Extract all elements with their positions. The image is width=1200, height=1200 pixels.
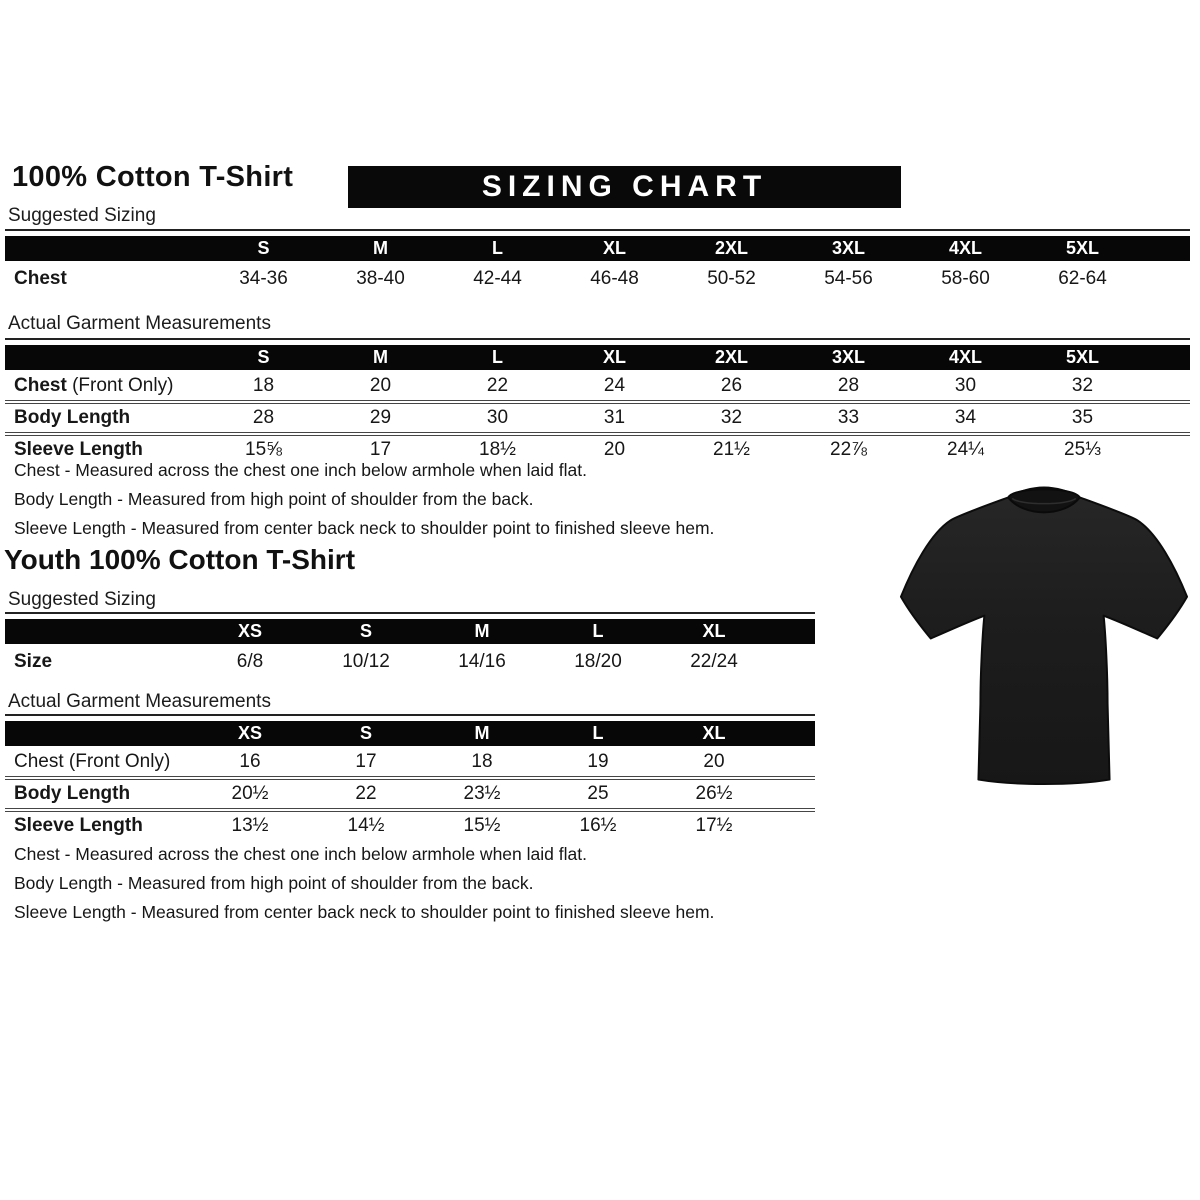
measurement-cell: 14½ bbox=[308, 810, 424, 840]
measurement-cell: 33 bbox=[790, 402, 907, 434]
adult-actual-measurements-label: Actual Garment Measurements bbox=[8, 313, 271, 334]
measurement-cell: 30 bbox=[907, 371, 1024, 402]
row-label: Body Length bbox=[5, 778, 192, 810]
table-row bbox=[5, 402, 1190, 434]
measurement-cell: 31 bbox=[556, 402, 673, 434]
measurement-cell: 16½ bbox=[540, 810, 656, 840]
column-header-spacer bbox=[772, 619, 815, 645]
measurement-cell: 25⅓ bbox=[1024, 434, 1141, 464]
row-label: Sleeve Length bbox=[5, 434, 205, 464]
measurement-cell: 32 bbox=[673, 402, 790, 434]
measurement-cell-spacer bbox=[772, 810, 815, 840]
measurement-cell: 15½ bbox=[424, 810, 540, 840]
column-header: L bbox=[439, 236, 556, 262]
column-header: XL bbox=[656, 619, 772, 645]
table-header-row bbox=[5, 619, 815, 645]
column-header: 3XL bbox=[790, 236, 907, 262]
column-header: XL bbox=[656, 721, 772, 747]
measurement-cell: 24¼ bbox=[907, 434, 1024, 464]
column-header: XS bbox=[192, 721, 308, 747]
column-header: XL bbox=[556, 345, 673, 371]
column-header-spacer bbox=[5, 619, 192, 645]
measurement-cell-spacer bbox=[1141, 434, 1190, 464]
note-line: Body Length - Measured from high point of shoulder from the back. bbox=[14, 489, 534, 509]
measurement-cell: 58-60 bbox=[941, 267, 990, 289]
measurement-cell: 22⅞ bbox=[790, 434, 907, 464]
column-header: 5XL bbox=[1024, 345, 1141, 371]
table-row bbox=[5, 262, 1190, 294]
column-header: M bbox=[424, 721, 540, 747]
column-header: L bbox=[540, 721, 656, 747]
measurement-cell: 38-40 bbox=[356, 267, 405, 289]
measurement-cell: 46-48 bbox=[590, 267, 639, 289]
measurement-cell: 14/16 bbox=[458, 650, 506, 672]
column-header: S bbox=[308, 721, 424, 747]
measurement-cell: 13½ bbox=[192, 810, 308, 840]
column-header: L bbox=[540, 619, 656, 645]
measurement-cell: 18 bbox=[424, 747, 540, 778]
measurement-cell: 26 bbox=[673, 371, 790, 402]
measurement-cell: 29 bbox=[322, 402, 439, 434]
column-header: L bbox=[439, 345, 556, 371]
measurement-cell: 35 bbox=[1024, 402, 1141, 434]
measurement-cell: 24 bbox=[556, 371, 673, 402]
measurement-cell: 26½ bbox=[656, 778, 772, 810]
measurement-cell: 18/20 bbox=[574, 650, 622, 672]
row-label-suffix: (Front Only) bbox=[63, 751, 171, 772]
measurement-cell: 20½ bbox=[192, 778, 308, 810]
adult-suggested-sizing-table bbox=[5, 229, 1190, 294]
column-header: M bbox=[322, 236, 439, 262]
row-label: Chest (Front Only) bbox=[5, 747, 192, 778]
youth-section-title: Youth 100% Cotton T-Shirt bbox=[4, 544, 356, 575]
note-line: Chest - Measured across the chest one inch below armhole when laid flat. bbox=[14, 460, 587, 480]
column-header-spacer bbox=[772, 721, 815, 747]
measurement-cell-spacer bbox=[772, 778, 815, 810]
measurement-cell: 17 bbox=[322, 434, 439, 464]
measurement-cell: 22/24 bbox=[690, 650, 738, 672]
youth-suggested-sizing-label: Suggested Sizing bbox=[8, 589, 156, 610]
measurement-cell: 6/8 bbox=[236, 650, 264, 672]
measurement-cell: 62-64 bbox=[1058, 267, 1107, 289]
column-header-spacer bbox=[5, 345, 205, 371]
column-header-spacer bbox=[5, 721, 192, 747]
note-line: Sleeve Length - Measured from center back neck to shoulder point to finished sleeve hem. bbox=[14, 902, 715, 922]
table-row bbox=[5, 645, 815, 677]
measurement-cell: 28 bbox=[790, 371, 907, 402]
table-row bbox=[5, 371, 1190, 402]
adult-actual-measurements-table bbox=[5, 338, 1190, 464]
row-label: Chest bbox=[14, 267, 67, 289]
table-header-row bbox=[5, 721, 815, 747]
column-header-spacer bbox=[5, 236, 205, 262]
measurement-cell: 22 bbox=[439, 371, 556, 402]
measurement-cell: 17½ bbox=[656, 810, 772, 840]
measurement-cell-spacer bbox=[772, 747, 815, 778]
note-line: Body Length - Measured from high point of shoulder from the back. bbox=[14, 873, 534, 893]
measurement-cell: 28 bbox=[205, 402, 322, 434]
measurement-cell: 20 bbox=[656, 747, 772, 778]
measurement-cell: 20 bbox=[556, 434, 673, 464]
measurement-cell: 54-56 bbox=[824, 267, 873, 289]
table-row bbox=[5, 747, 815, 778]
table-row bbox=[5, 778, 815, 810]
measurement-cell: 16 bbox=[192, 747, 308, 778]
measurement-cell: 22 bbox=[308, 778, 424, 810]
column-header: S bbox=[205, 236, 322, 262]
measurement-cell-spacer bbox=[772, 645, 815, 677]
measurement-cell: 18 bbox=[205, 371, 322, 402]
measurement-cell: 50-52 bbox=[707, 267, 756, 289]
sizing-chart-banner-text: SIZING CHART bbox=[481, 170, 768, 203]
row-label: Size bbox=[14, 650, 53, 672]
column-header: 5XL bbox=[1024, 236, 1141, 262]
tshirt-image bbox=[895, 473, 1193, 806]
column-header-spacer bbox=[1141, 345, 1190, 371]
measurement-cell: 18½ bbox=[439, 434, 556, 464]
note-line: Sleeve Length - Measured from center back neck to shoulder point to finished sleeve hem. bbox=[14, 518, 715, 538]
measurement-cell: 19 bbox=[540, 747, 656, 778]
tshirt-body bbox=[901, 488, 1187, 785]
measurement-cell-spacer bbox=[1141, 402, 1190, 434]
table-header-row bbox=[5, 345, 1190, 371]
youth-actual-measurements-table bbox=[5, 714, 815, 840]
measurement-cell: 42-44 bbox=[473, 267, 522, 289]
youth-suggested-sizing-table bbox=[5, 612, 815, 677]
measurement-cell: 34-36 bbox=[239, 267, 288, 289]
column-header: 3XL bbox=[790, 345, 907, 371]
measurement-cell-spacer bbox=[1141, 371, 1190, 402]
measurement-cell: 25 bbox=[540, 778, 656, 810]
row-label: Chest (Front Only) bbox=[5, 371, 205, 402]
row-label-suffix: (Front Only) bbox=[66, 375, 174, 396]
sizing-chart-banner bbox=[348, 166, 901, 208]
row-label: Body Length bbox=[5, 402, 205, 434]
column-header: 2XL bbox=[673, 236, 790, 262]
youth-actual-measurements-label: Actual Garment Measurements bbox=[8, 691, 271, 712]
column-header: S bbox=[205, 345, 322, 371]
table-row bbox=[5, 810, 815, 840]
measurement-cell: 34 bbox=[907, 402, 1024, 434]
measurement-cell: 10/12 bbox=[342, 650, 390, 672]
column-header: 4XL bbox=[907, 236, 1024, 262]
column-header-spacer bbox=[1141, 236, 1190, 262]
measurement-cell: 30 bbox=[439, 402, 556, 434]
note-line: Chest - Measured across the chest one inch below armhole when laid flat. bbox=[14, 844, 587, 864]
measurement-cell: 32 bbox=[1024, 371, 1141, 402]
column-header: M bbox=[322, 345, 439, 371]
column-header: S bbox=[308, 619, 424, 645]
table-header-row bbox=[5, 236, 1190, 262]
page-title: 100% Cotton T-Shirt bbox=[12, 161, 294, 193]
column-header: 4XL bbox=[907, 345, 1024, 371]
measurement-cell: 20 bbox=[322, 371, 439, 402]
measurement-cell: 17 bbox=[308, 747, 424, 778]
column-header: 2XL bbox=[673, 345, 790, 371]
column-header: XS bbox=[192, 619, 308, 645]
measurement-cell: 15⅝ bbox=[205, 434, 322, 464]
youth-measurement-notes bbox=[14, 840, 714, 927]
row-label: Sleeve Length bbox=[5, 810, 192, 840]
measurement-cell-spacer bbox=[1141, 262, 1190, 294]
measurement-cell: 23½ bbox=[424, 778, 540, 810]
column-header: M bbox=[424, 619, 540, 645]
adult-measurement-notes bbox=[14, 456, 714, 543]
measurement-cell: 21½ bbox=[673, 434, 790, 464]
column-header: XL bbox=[556, 236, 673, 262]
adult-suggested-sizing-label: Suggested Sizing bbox=[8, 205, 156, 226]
